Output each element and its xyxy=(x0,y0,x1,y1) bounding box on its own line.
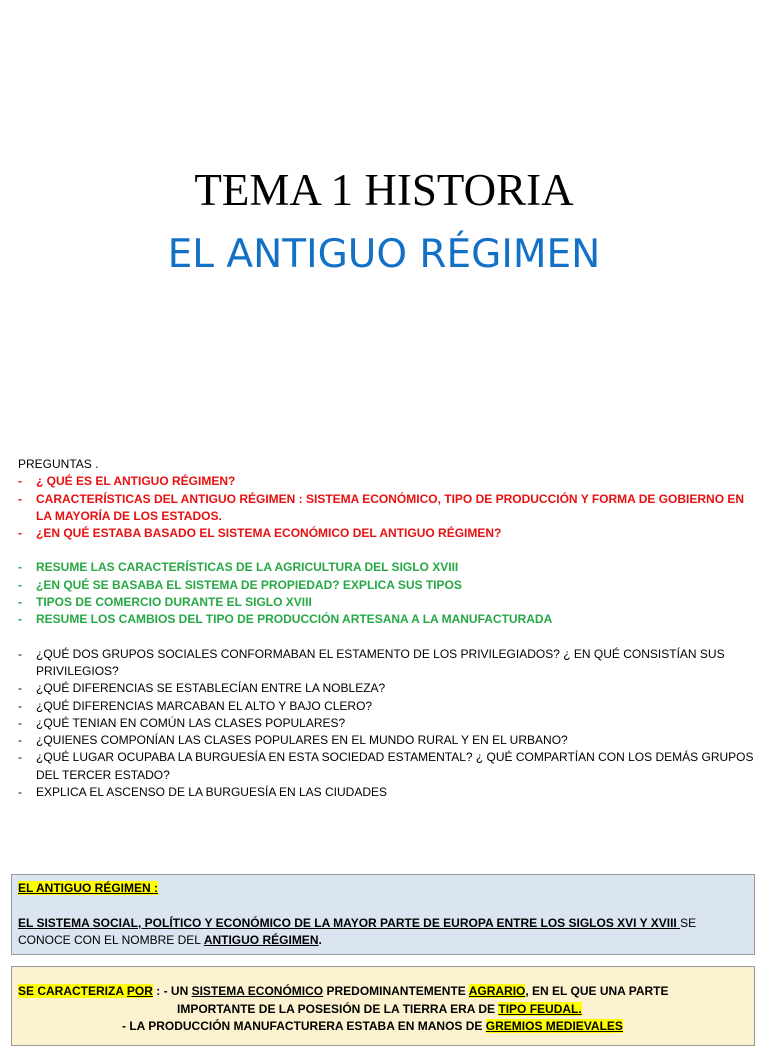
page-title: TEMA 1 HISTORIA xyxy=(194,165,574,215)
questions-heading: PREGUNTAS . xyxy=(18,457,99,471)
characteristics-line-2: IMPORTANTE DE LA POSESIÓN DE LA TIERRA ERA DE TIPO FEUDAL. xyxy=(177,1001,582,1016)
question-item: - ¿EN QUÉ SE BASABA EL SISTEMA DE PROPIEDAD? EXPLICA SUS TIPOS xyxy=(18,577,462,592)
question-item: - CARACTERÍSTICAS DEL ANTIGUO RÉGIMEN : SISTEMA ECONÓMICO, TIPO DE PRODUCCIÓN Y FORMA DE GOBIERNO EN LA MAYORÍA DE LOS ESTADOS. xyxy=(18,491,745,523)
definition-text: EL SISTEMA SOCIAL, POLÍTICO Y ECONÓMICO DE LA MAYOR PARTE DE EUROPA ENTRE LOS SIGLOS XVI Y XVIII SE CONOCE CON EL NOMBRE DEL ANTIGUO RÉGIMEN. xyxy=(18,915,697,947)
question-item: - TIPOS DE COMERCIO DURANTE EL SIGLO XVIII xyxy=(18,595,312,610)
question-item: - ¿QUÉ TENIAN EN COMÚN LAS CLASES POPULARES? xyxy=(18,715,346,730)
characteristics-box xyxy=(11,966,755,1046)
page-subtitle: EL ANTIGUO RÉGIMEN xyxy=(167,232,601,277)
definition-heading: EL ANTIGUO RÉGIMEN : xyxy=(18,881,159,895)
question-item: - ¿ QUÉ ES EL ANTIGUO RÉGIMEN? xyxy=(18,474,236,489)
question-item: - ¿QUÉ DOS GRUPOS SOCIALES CONFORMABAN EL ESTAMENTO DE LOS PRIVILEGIADOS? ¿ EN QUÉ CONSISTÍAN SUS PRIVILEGIOS? xyxy=(18,646,725,678)
question-item: - RESUME LOS CAMBIOS DEL TIPO DE PRODUCCIÓN ARTESANA A LA MANUFACTURADA xyxy=(18,612,553,627)
question-item: - ¿QUIENES COMPONÍAN LAS CLASES POPULARES EN EL MUNDO RURAL Y EN EL URBANO? xyxy=(18,733,568,748)
question-item: - ¿EN QUÉ ESTABA BASADO EL SISTEMA ECONÓMICO DEL ANTIGUO RÉGIMEN? xyxy=(18,526,502,541)
question-item: - ¿QUÉ LUGAR OCUPABA LA BURGUESÍA EN ESTA SOCIEDAD ESTAMENTAL? ¿ QUÉ COMPARTÍAN CON LOS DEMÁS GRUPOS DEL TERCER ESTADO? xyxy=(18,750,754,782)
question-item: - ¿QUÉ DIFERENCIAS SE ESTABLECÍAN ENTRE LA NOBLEZA? xyxy=(18,681,386,696)
characteristics-line-3: - LA PRODUCCIÓN MANUFACTURERA ESTABA EN MANOS DE GREMIOS MEDIEVALES xyxy=(122,1019,623,1033)
question-item: - RESUME LAS CARACTERÍSTICAS DE LA AGRICULTURA DEL SIGLO XVIII xyxy=(18,560,459,575)
question-item: - EXPLICA EL ASCENSO DE LA BURGUESÍA EN LAS CIUDADES xyxy=(18,785,388,800)
question-item: - ¿QUÉ DIFERENCIAS MARCABAN EL ALTO Y BAJO CLERO? xyxy=(18,698,373,713)
questions-section xyxy=(18,456,754,801)
characteristics-line-1: SE CARACTERIZA POR : - UN SISTEMA ECONÓMICO PREDOMINANTEMENTE AGRARIO, EN EL QUE UNA PARTE xyxy=(18,984,669,998)
definition-box xyxy=(11,874,755,955)
